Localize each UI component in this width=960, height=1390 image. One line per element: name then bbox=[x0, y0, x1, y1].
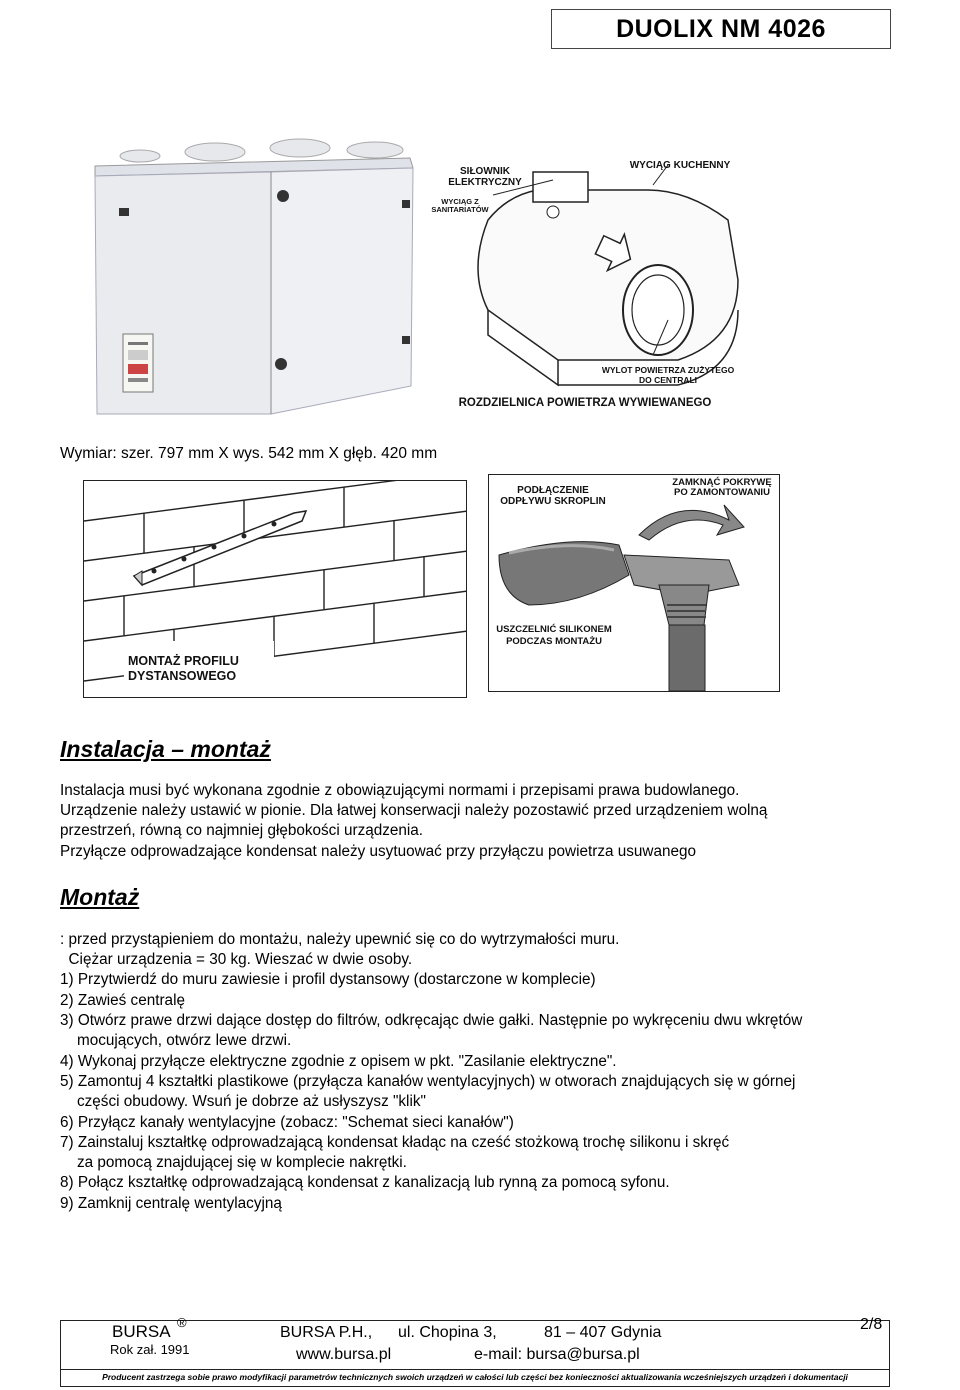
footer-email[interactable]: e-mail: bursa@bursa.pl bbox=[474, 1346, 640, 1363]
mounting-step-3-cont: mocujących, otwórz lewe drzwi. bbox=[60, 1032, 292, 1049]
installation-heading: Instalacja – montaż bbox=[60, 736, 271, 762]
footer-postal: 81 – 407 Gdynia bbox=[544, 1324, 662, 1341]
actuator-label: SIŁOWNIK ELEKTRYCZNY bbox=[448, 166, 522, 188]
mounting-heading: Montaż bbox=[60, 884, 140, 910]
mounting-step-5: 5) Zamontuj 4 kształtki plastikowe (przyłącza kanałów wentylacyjnych) w otworach znajdujących się w górnej bbox=[60, 1073, 796, 1090]
mounting-step-6: 6) Przyłącz kanały wentylacyjne (zobacz: "Schemat sieci kanałów") bbox=[60, 1114, 514, 1131]
dimensions-text: Wymiar: szer. 797 mm X wys. 542 mm X głęb. 420 mm bbox=[60, 445, 438, 462]
sanitary-exhaust-label: WYCIĄG Z SANITARIATÓW bbox=[431, 197, 489, 214]
distribution-box-caption: ROZDZIELNICA POWIETRZA WYWIEWANEGO bbox=[458, 397, 712, 409]
mounting-step-2: 2) Zawieś centralę bbox=[60, 992, 185, 1009]
installation-line-1: Instalacja musi być wykonana zgodnie z obowiązującymi normami i przepisami prawa budowlanego. bbox=[60, 782, 740, 799]
footer-company: BURSA P.H., bbox=[280, 1324, 373, 1341]
condensate-drain-drawing bbox=[489, 475, 780, 692]
mounting-step-4: 4) Wykonaj przyłącze elektryczne zgodnie z opisem w pkt. "Zasilanie elektryczne". bbox=[60, 1053, 617, 1070]
footer-brand: BURSA bbox=[112, 1322, 171, 1341]
footer-disclaimer: Producent zastrzega sobie prawo modyfikacji parametrów technicznych swoich urządzeń w całości lub części bez konieczności aktualizowania wcześniejszych urządzeń i dokumentacji bbox=[60, 1370, 890, 1387]
footer-founded: Rok zał. 1991 bbox=[110, 1342, 190, 1357]
unit-photo bbox=[75, 138, 420, 418]
mounting-step-8: 8) Połącz kształtkę odprowadzającą kondensat z kanalizacją lub rynną za pomocą syfonu. bbox=[60, 1174, 670, 1191]
mounting-step-5-cont: części obudowy. Wsuń je dobrze aż usłyszysz "klik" bbox=[60, 1093, 426, 1110]
mounting-step-1: 1) Przytwierdź do muru zawiesie i profil dystansowy (dostarczone w komplecie) bbox=[60, 971, 596, 988]
mounting-step-9: 9) Zamknij centralę wentylacyjną bbox=[60, 1195, 282, 1212]
distribution-box-diagram bbox=[448, 160, 748, 390]
outlet-label: WYLOT POWIETRZA ZUŻYTEGO DO CENTRALI bbox=[601, 365, 735, 385]
page-number: 2/8 bbox=[860, 1316, 883, 1333]
installation-line-4: Przyłącze odprowadzające kondensat należy usytuować przy przyłączu powietrza usuwanego bbox=[60, 843, 697, 860]
model-title: DUOLIX NM 4026 bbox=[551, 9, 891, 49]
drain-connection-label: PODŁĄCZENIE ODPŁYWU SKROPLIN bbox=[500, 485, 606, 507]
mounting-step-7: 7) Zainstaluj kształtkę odprowadzającą kondensat kładąc na cześć stożkową trochę silikonu i skręć bbox=[60, 1134, 730, 1151]
mounting-line-2: Ciężar urządzenia = 30 kg. Wieszać w dwie osoby. bbox=[60, 951, 413, 968]
mounting-step-7-cont: za pomocą znajdującej się w komplecie nakrętki. bbox=[60, 1154, 407, 1171]
installation-line-3: przestrzeń, równą co najmniej głębokości urządzenia. bbox=[60, 822, 424, 839]
footer-registered-mark: ® bbox=[177, 1315, 187, 1330]
installation-line-2: Urządzenie należy ustawić w pionie. Dla łatwej konserwacji należy pozostawić przed urządzeniem wolną bbox=[60, 802, 768, 819]
kitchen-exhaust-label: WYCIĄG KUCHENNY bbox=[629, 160, 731, 171]
footer-street: ul. Chopina 3, bbox=[398, 1324, 497, 1341]
footer-website[interactable]: www.bursa.pl bbox=[296, 1346, 392, 1363]
mounting-step-3: 3) Otwórz prawe drzwi dające dostęp do filtrów, odkręcając dwie gałki. Następnie po wykręceniu dwu wkrętów bbox=[60, 1012, 803, 1029]
seal-silicone-label: USZCZELNIĆ SILIKONEM PODCZAS MONTAŻU bbox=[496, 624, 612, 647]
mounting-profile-caption: MONTAŻ PROFILU DYSTANSOWEGO bbox=[128, 654, 239, 683]
close-cover-label: ZAMKNĄĆ POKRYWĘ PO ZAMONTOWANIU bbox=[672, 477, 772, 498]
mounting-line-1: : przed przystąpieniem do montażu, należy upewnić się co do wytrzymałości muru. bbox=[60, 931, 620, 948]
